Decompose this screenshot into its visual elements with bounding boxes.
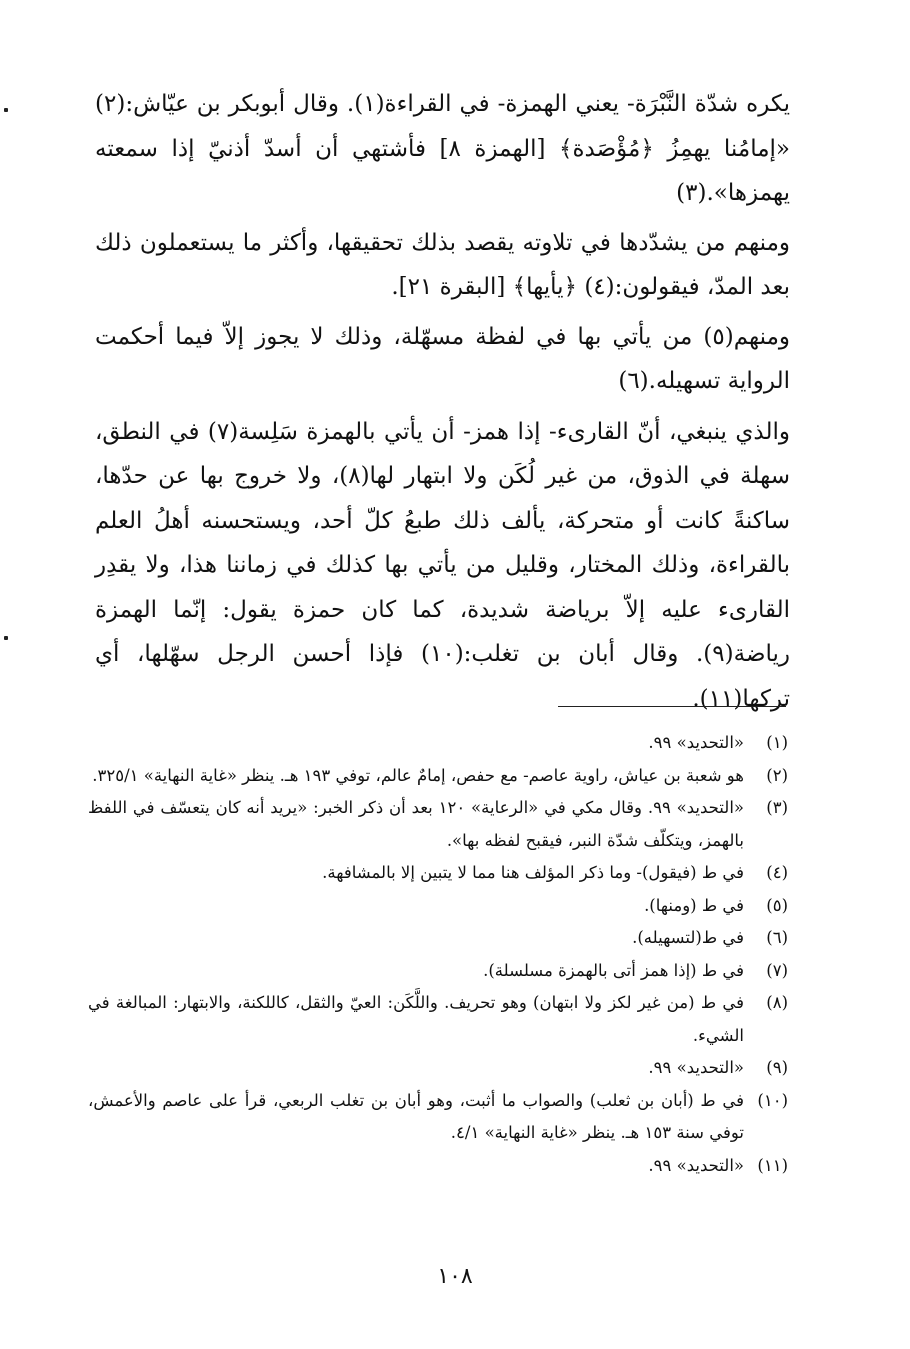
footnote-item xyxy=(88,922,788,955)
page-number: ١٠٨ xyxy=(437,1264,473,1289)
footnote-item xyxy=(88,857,788,890)
footnote-text: في ط(لتسهيله). xyxy=(632,928,744,947)
footnote-number: (٣) xyxy=(766,798,788,817)
margin-mark xyxy=(4,636,8,640)
footnote-number: (٩) xyxy=(766,1058,788,1077)
footnotes-list xyxy=(88,727,788,1182)
footnote-item xyxy=(88,792,788,857)
footnote-text: في ط (فيقول)- وما ذكر المؤلف هنا مما لا يتبين إلا بالمشافهة. xyxy=(322,863,744,882)
footnote-text: في ط (إذا همز أتى بالهمزة مسلسلة). xyxy=(483,960,744,980)
paragraph: ومنهم من يشدّدها في تلاوته يقصد بذلك تحقيقها، وأكثر ما يستعملون ذلك بعد المدّ، فيقولون:(٤) ﴿يأيها﴾ [البقرة ٢١]. xyxy=(95,229,790,300)
footnote-text: هو شعبة بن عياش، راوية عاصم- مع حفص، إمامٌ عالم، توفي ١٩٣ هـ. ينظر «غاية النهاية» ٣٢٥/١. xyxy=(92,765,744,785)
footnote-number: (٨) xyxy=(766,993,788,1012)
paragraph: والذي ينبغي، أنّ القارىء- إذا همز- أن يأتي بالهمزة سَلِسة(٧) في النطق، سهلة في الذوق، من غير لُكَن ولا ابتهار لها(٨)، ولا خروج بها عن حدّها، ساكنةً كانت أو متحركة، يألف ذلك طبعُ كلّ أحد، ويستحسنه أهلُ العلم بالقراءة، وذلك المختار، وقليل من يأتي بها كذلك في زماننا هذا، ولا يقدِر القارىء عليه إلاّ برياضة شديدة، كما كان حمزة يقول: إنّما الهمزة رياضة(٩). وقال أبان بن تغلب:(١٠) فإذا أحسن الرجل سهّلها، أي تركها(١١). xyxy=(95,418,790,712)
footnote-text: «التحديد» ٩٩. xyxy=(648,733,744,752)
footnote-text: «التحديد» ٩٩. xyxy=(648,1058,744,1077)
footnote-text: «التحديد» ٩٩. xyxy=(648,1155,744,1175)
footnote-divider xyxy=(558,706,786,707)
paragraph: يكره شدّة النَّبْرَة- يعني الهمزة- في القراءة(١). وقال أبوبكر بن عيّاش:(٢) «إمامُنا يهمِزُ ﴿مُؤْصَدة﴾ [الهمزة ٨] فأشتهي أن أسدّ أذنيّ إذا سمعته يهمزها».(٣) xyxy=(95,91,790,206)
footnote-number: (٦) xyxy=(766,928,788,947)
footnote-item xyxy=(88,1085,788,1150)
footnote-text: في ط (من غير لكز ولا ابتهان) وهو تحريف. واللَّكَن: العيّ والثقل، كاللكنة، والابتهار: المبالغة في الشيء. xyxy=(88,993,744,1045)
footnote-item xyxy=(88,890,788,923)
paragraph: ومنهم(٥) من يأتي بها في لفظة مسهّلة، وذلك لا يجوز إلاّ فيما أحكمت الرواية تسهيله.(٦) xyxy=(95,323,790,394)
footnote-item xyxy=(88,1052,788,1085)
footnote-number: (٥) xyxy=(766,895,788,915)
footnote-number: (٤) xyxy=(766,863,788,882)
main-text xyxy=(95,82,790,721)
footnote-item xyxy=(88,987,788,1052)
footnote-number: (١١) xyxy=(757,1155,788,1175)
footnote-number: (١) xyxy=(766,733,788,752)
footnote-item xyxy=(88,760,788,793)
footnote-item xyxy=(88,955,788,988)
footnote-number: (١٠) xyxy=(757,1090,788,1110)
footnote-text: «التحديد» ٩٩. وقال مكي في «الرعاية» ١٢٠ بعد أن ذكر الخبر: «يريد أنه كان يتعسّف في اللفظ بالهمز، ويتكلّف شدّة النبر، فيقبح لفظه بها». xyxy=(88,798,744,850)
footnote-item xyxy=(88,727,788,760)
footnote-text: في ط (ومنها). xyxy=(644,895,744,915)
footnote-item xyxy=(88,1150,788,1183)
footnote-number: (٧) xyxy=(766,960,788,980)
footnote-text: في ط (أبان بن ثعلب) والصواب ما أثبت، وهو أبان بن تغلب الربعي، قرأ على عاصم والأعمش، توفي سنة ١٥٣ هـ. ينظر «غاية النهاية» ٤/١. xyxy=(88,1090,744,1142)
footnote-number: (٢) xyxy=(766,765,788,785)
margin-mark xyxy=(4,108,8,112)
